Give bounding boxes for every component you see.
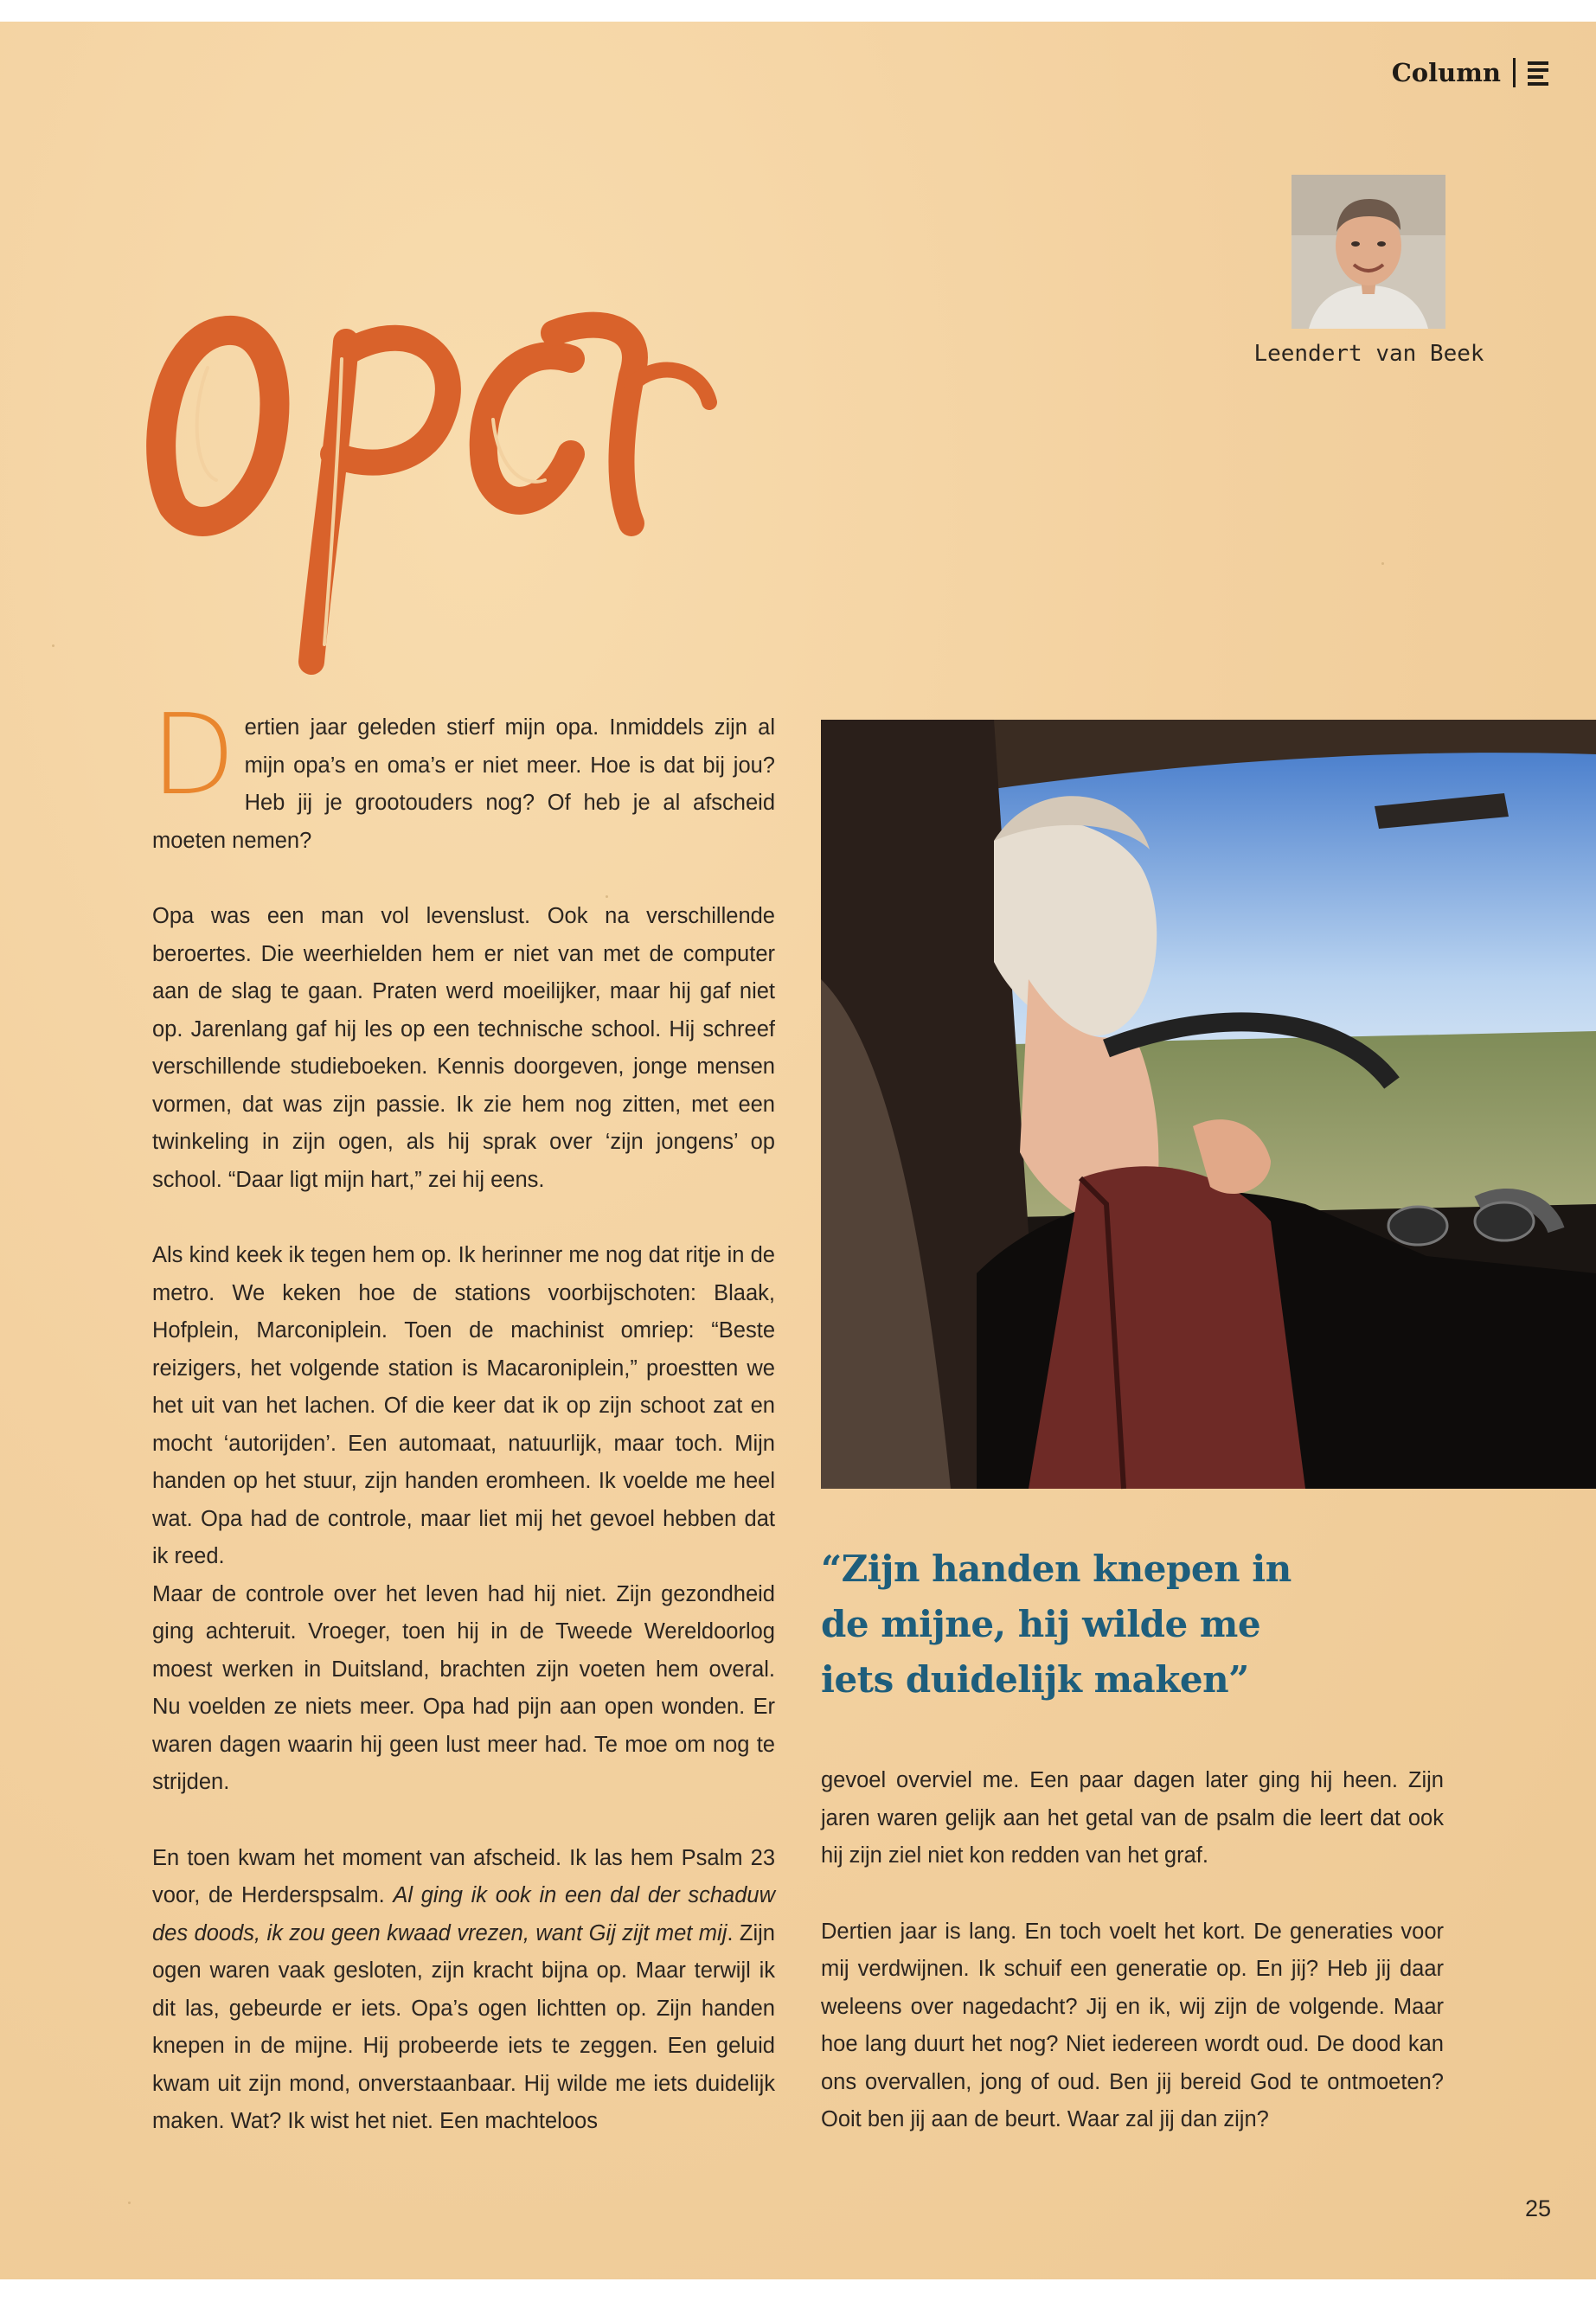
author-portrait <box>1292 175 1445 329</box>
header-divider <box>1513 58 1516 87</box>
paper-speck <box>1381 562 1384 565</box>
magazine-page <box>0 22 1596 2279</box>
intro-text: ertien jaar geleden stierf mijn opa. Inmiddels zijn al mijn opa’s en oma’s er niet meer. Hoe is dat bij jou? Heb jij je grootouders nog? Of heb je al afscheid moeten nemen? <box>152 715 775 853</box>
psalm-intro: En toen kwam het moment van afscheid. Ik las hem Psalm 23 voor, de Herderspsalm. <box>152 1845 775 1907</box>
article-photo <box>821 720 1596 1489</box>
article-title <box>147 268 770 679</box>
paragraph: gevoel overviel me. Een paar dagen later ging hij heen. Zijn jaren waren gelijk aan het getal van de psalm die leert dat ook hij zijn ziel niet kon redden van het graf. <box>821 1768 1444 1868</box>
paper-speck <box>52 644 54 647</box>
drop-cap: D <box>151 691 236 820</box>
intro-paragraph <box>151 691 775 860</box>
paragraph: Opa was een man vol levenslust. Ook na verschillende beroertes. Die weerhielden hem er niet van met de computer aan de slag te gaan. Praten werd moeilijker, maar hij gaf niet op. Jarenlang gaf hij les op een technische school. Hij schreef verschillende studieboeken. Kennis doorgeven, jonge mensen vormen, dat was zijn passie. Ik zie hem nog zitten, met een twinkeling in zijn ogen, als hij sprak over ‘zijn jongens’ op school. “Daar ligt mijn hart,” zei hij eens. <box>152 904 775 1192</box>
title-text: Opa <box>147 268 176 285</box>
lines-icon <box>1528 61 1548 86</box>
paper-speck <box>128 2202 131 2204</box>
section-label: Column <box>1391 58 1501 87</box>
paragraph: Maar de controle over het leven had hij niet. Zijn gezondheid ging achteruit. Vroeger, toen hij in de Tweede Wereldoorlog moest werken in Duitsland, brachten zijn voeten hem overal. Nu voelden ze niets meer. Opa had pijn aan open wonden. Er waren dagen waarin hij geen lust meer had. Te moe om nog te strijden. <box>152 1581 775 1794</box>
paragraph: Als kind keek ik tegen hem op. Ik herinner me nog dat ritje in de metro. We keken hoe de stations voorbijschoten: Blaak, Hofplein, Marconiplein. Toen de machinist omriep: “Beste reizigers, het volgende station is Macaroniplein,” proestten we het uit van het lachen. Of die keer dat ik op zijn schoot zat en mocht ‘autorijden’. Een automaat, natuurlijk, maar toch. Mijn handen op het stuur, zijn handen eromheen. Ik voelde me heel wat. Opa had de controle, maar liet mij het gevoel hebben dat ik reed. <box>152 1243 775 1568</box>
psalm-rest: . Zijn ogen waren vaak gesloten, zijn kracht bijna op. Maar terwijl ik dit las, gebeurde er iets. Opa’s ogen lichtten op. Zijn handen knepen in de mijne. Hij probeerde iets te zeggen. Een geluid kwam uit zijn mond, onverstaanbaar. Hij wilde me iets duidelijk maken. Wat? Ik wist het niet. Een machteloos <box>152 1920 775 2133</box>
title-brush-lettering <box>147 268 770 679</box>
page-number: 25 <box>1524 2195 1551 2221</box>
section-header <box>1392 58 1548 87</box>
psalm-paragraph <box>152 1840 775 2141</box>
right-column <box>821 1762 1444 2139</box>
author-name: Leendert van Beek <box>1253 341 1484 367</box>
pull-quote: “Zijn handen knepen in de mijne, hij wilde me iets duidelijk maken” <box>821 1548 1292 1701</box>
author-avatar <box>1292 175 1445 329</box>
left-column <box>151 691 776 2141</box>
psalm-quote: Al ging ik ook in een dal der schaduw des doods, ik zou geen kwaad vrezen, want Gij zijt met mij <box>152 1883 776 1945</box>
car-driving-photo <box>821 720 1596 1489</box>
paragraph: Dertien jaar is lang. En toch voelt het kort. De generaties voor mij verdwijnen. Ik schuif een generatie op. En jij? Heb jij daar weleens over nagedacht? Jij en ik, wij zijn de volgende. Maar hoe lang duurt het nog? Niet iedereen wordt oud. De dood kan ons overvallen, jong of oud. Ben jij bereid God te ontmoeten? Ooit ben jij aan de beurt. Waar zal jij dan zijn? <box>821 1919 1444 2131</box>
